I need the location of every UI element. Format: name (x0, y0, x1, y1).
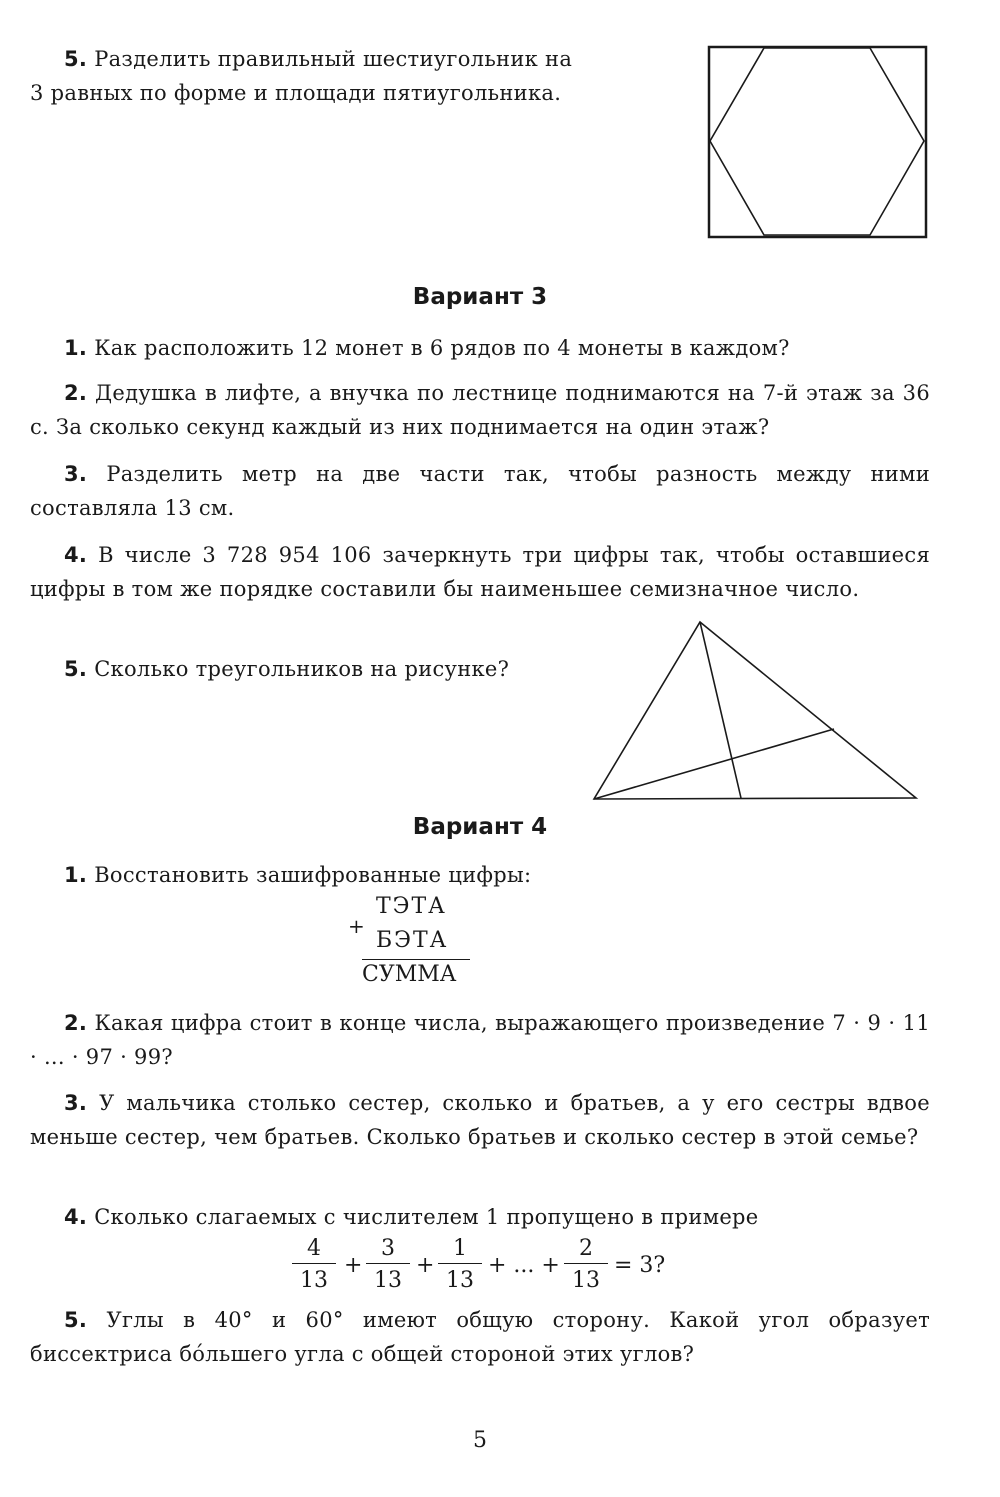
task-text: Как расположить 12 монет в 6 рядов по 4 монеты в каждом? (94, 336, 790, 360)
task-hexagon (30, 42, 680, 110)
v3-task-1 (30, 331, 930, 365)
task-number: 2. (64, 1011, 88, 1035)
cipher-sum: СУММА (362, 962, 457, 987)
fraction-1: $\frac{4}{13}$ (292, 1236, 336, 1293)
variant-4-title: Вариант 4 (412, 814, 548, 840)
task-text: Разделить метр на две части так, чтобы разность между ними составляла 13 см. (30, 462, 931, 520)
outer-triangle (594, 622, 916, 799)
v4-task-4 (30, 1200, 930, 1234)
task-text-line2: 3 равных по форме и площади пятиугольника. (30, 81, 562, 105)
v3-task-4 (30, 538, 930, 606)
task-number: 5. (64, 47, 88, 71)
sum-line (362, 959, 470, 960)
v3-task-5 (30, 652, 570, 686)
plus-sign: + (348, 914, 365, 938)
cipher-row-1: ТЭТА (376, 894, 447, 919)
plus-sign: + (416, 1253, 435, 1278)
task-number: 2. (64, 381, 88, 405)
fraction-formula (292, 1236, 692, 1306)
task-text: Сколько слагаемых с числителем 1 пропущено в примере (94, 1205, 759, 1229)
task-number: 4. (64, 1205, 88, 1229)
task-text: В числе 3 728 954 106 зачеркнуть три цифры так, чтобы оставшиеся цифры в том же порядке составили бы наименьшее семизначное число. (30, 543, 930, 601)
v4-task-5 (30, 1303, 930, 1371)
fraction-2: $\frac{3}{13}$ (366, 1236, 410, 1293)
page-number: 5 (473, 1428, 487, 1453)
task-number: 3. (64, 462, 88, 486)
square-frame (709, 47, 926, 237)
task-number: 5. (64, 1308, 88, 1332)
task-number: 5. (64, 657, 88, 681)
task-text: Восстановить зашифрованные цифры: (94, 863, 532, 887)
v3-task-2 (30, 376, 930, 444)
fraction-3: $\frac{1}{13}$ (438, 1236, 482, 1293)
hexagon (710, 48, 924, 235)
task-number: 4. (64, 543, 88, 567)
task-text: Углы в 40° и 60° имеют общую сторону. Какой угол образует биссектриса бо́льшего угла с общей стороной этих углов? (30, 1308, 930, 1366)
task-text-line1: Разделить правильный шестиугольник на (94, 47, 573, 71)
v4-task-1 (30, 858, 930, 892)
fraction-4: $\frac{2}{13}$ (564, 1236, 608, 1293)
variant-3-title: Вариант 3 (412, 284, 548, 310)
v3-task-3 (30, 457, 930, 525)
plus-sign: + (344, 1253, 363, 1278)
task-text: Какая цифра стоит в конце числа, выражающего произведение 7 · 9 · 11 · ... · 97 · 99? (30, 1011, 930, 1069)
formula-result: = 3? (614, 1253, 666, 1278)
task-text: У мальчика столько сестер, сколько и братьев, а у его сестры вдвое меньше сестер, чем братьев. Сколько братьев и сколько сестер в этой семье? (30, 1091, 930, 1149)
task-text: Дедушка в лифте, а внучка по лестнице поднимаются на 7-й этаж за 36 с. За сколько секунд каждый из них поднимается на один этаж? (30, 381, 930, 439)
cevian-from-apex (700, 622, 741, 798)
cipher-addition (340, 892, 480, 992)
hexagon-figure (706, 44, 930, 240)
task-number: 3. (64, 1091, 88, 1115)
cipher-row-2: БЭТА (376, 928, 449, 953)
task-number: 1. (64, 336, 88, 360)
v4-task-3 (30, 1086, 930, 1154)
task-number: 1. (64, 863, 88, 887)
ellipsis-terms: + ... + (488, 1253, 560, 1278)
v4-task-2 (30, 1006, 930, 1074)
task-text: Сколько треугольников на рисунке? (94, 657, 510, 681)
triangle-figure (588, 618, 924, 804)
